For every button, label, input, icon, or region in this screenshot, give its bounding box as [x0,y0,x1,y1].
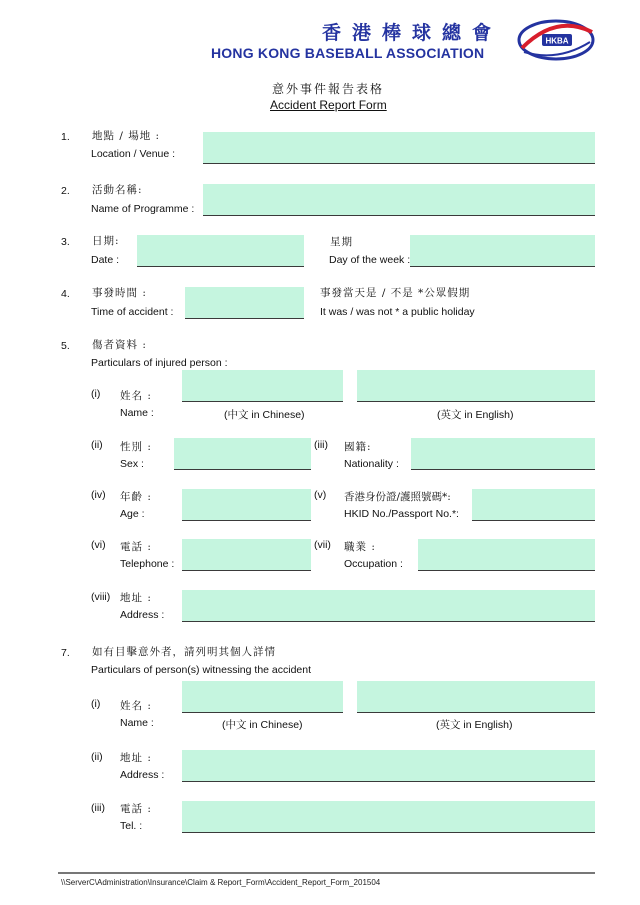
injured-address-label-english: Address : [120,609,165,621]
time-label-chinese: 事發時間 : [92,287,147,299]
witness-name-label-english: Name : [120,717,154,729]
injured-name-label-english: Name : [120,407,154,419]
telephone-label-chinese: 電話 : [120,541,152,553]
hkba-logo-icon [516,18,596,62]
holiday-label-english[interactable]: It was / was not * a public holiday [320,306,475,318]
date-field[interactable] [137,235,304,267]
occupation-field[interactable] [418,539,595,571]
injured-address-label-chinese: 地址 : [120,592,152,604]
age-label-english: Age : [120,508,145,520]
witness-address-field[interactable] [182,750,595,782]
injured-name-chinese-field[interactable] [182,370,343,402]
location-venue-field[interactable] [203,132,595,164]
q1-label-english: Location / Venue : [91,148,176,160]
q4-number: 4. [61,288,70,300]
day-of-week-field[interactable] [410,235,595,267]
dow-label-chinese: 星期 [330,236,353,248]
occupation-label-chinese: 職業 : [344,541,376,553]
q7-label-english: Particulars of person(s) witnessing the accident [91,664,312,676]
witness-name-chinese-hint: (中文 in Chinese) [222,719,303,731]
age-field[interactable] [182,489,311,521]
telephone-index: (vi) [91,539,106,551]
witness-name-label-chinese: 姓名 : [120,700,152,712]
dow-label-english: Day of the week : [329,254,411,266]
injured-name-chinese-hint: (中文 in Chinese) [224,409,305,421]
date-label-chinese: 日期: [92,235,120,247]
witness-tel-field[interactable] [182,801,595,833]
age-index: (iv) [91,489,106,501]
q5-number: 5. [61,340,70,352]
injured-name-label-chinese: 姓名 : [120,390,152,402]
telephone-field[interactable] [182,539,311,571]
hkid-label-chinese: 香港身份證/護照號碼*: [344,491,451,503]
org-name-chinese: 香港棒球總會 [322,22,503,44]
hkid-label-english: HKID No./Passport No.*: [344,508,459,520]
nationality-label-english: Nationality : [344,458,399,470]
hkid-passport-field[interactable] [472,489,595,521]
footer-divider [58,872,595,874]
injured-name-english-field[interactable] [357,370,595,402]
age-label-chinese: 年齡 : [120,491,152,503]
witness-address-index: (ii) [91,751,103,763]
logo-text: HKBA [545,36,569,46]
q2-label-english: Name of Programme : [91,203,195,215]
witness-tel-label-english: Tel. : [120,820,143,832]
witness-address-label-chinese: 地址 : [120,752,152,764]
q7-number: 7. [61,647,70,659]
q5-label-english: Particulars of injured person : [91,357,228,369]
q2-number: 2. [61,185,70,197]
form-title-english: Accident Report Form [270,98,387,112]
occupation-index: (vii) [314,539,331,551]
telephone-label-english: Telephone : [120,558,175,570]
witness-name-english-field[interactable] [357,681,595,713]
sex-label-english: Sex : [120,458,144,470]
nationality-field[interactable] [411,438,595,470]
footer-file-path: \\ServerC\Administration\Insurance\Claim & Report_Form\Accident_Report_Form_201504 [61,878,381,887]
q1-number: 1. [61,131,70,143]
injured-name-english-hint: (英文 in English) [437,409,514,421]
q1-label-chinese: 地點 / 場地 : [92,130,161,142]
form-title-chinese: 意外事件報告表格 [272,82,385,96]
occupation-label-english: Occupation : [344,558,403,570]
injured-address-field[interactable] [182,590,595,622]
holiday-label-chinese: 事發當天是 / 不是 *公眾假期 [320,287,471,299]
q5-label-chinese: 傷者資料 : [92,339,147,351]
sex-index: (ii) [91,439,103,451]
nationality-label-chinese: 國籍: [344,441,372,453]
time-label-english: Time of accident : [91,306,174,318]
witness-name-english-hint: (英文 in English) [436,719,513,731]
injured-address-index: (viii) [91,591,111,603]
witness-tel-index: (iii) [91,802,105,814]
date-label-english: Date : [91,254,120,266]
q7-label-chinese: 如有目擊意外者，請列明其個人詳情 [92,646,276,658]
witness-name-chinese-field[interactable] [182,681,343,713]
injured-name-index: (i) [91,388,101,400]
programme-name-field[interactable] [203,184,595,216]
q2-label-chinese: 活動名稱: [92,184,143,196]
time-of-accident-field[interactable] [185,287,304,319]
witness-address-label-english: Address : [120,769,165,781]
witness-tel-label-chinese: 電話 : [120,803,152,815]
hkid-index: (v) [314,489,327,501]
witness-name-index: (i) [91,698,101,710]
nationality-index: (iii) [314,439,328,451]
q3-number: 3. [61,236,70,248]
org-name-english: HONG KONG BASEBALL ASSOCIATION [211,45,485,61]
sex-field[interactable] [174,438,311,470]
sex-label-chinese: 性別 : [120,441,152,453]
